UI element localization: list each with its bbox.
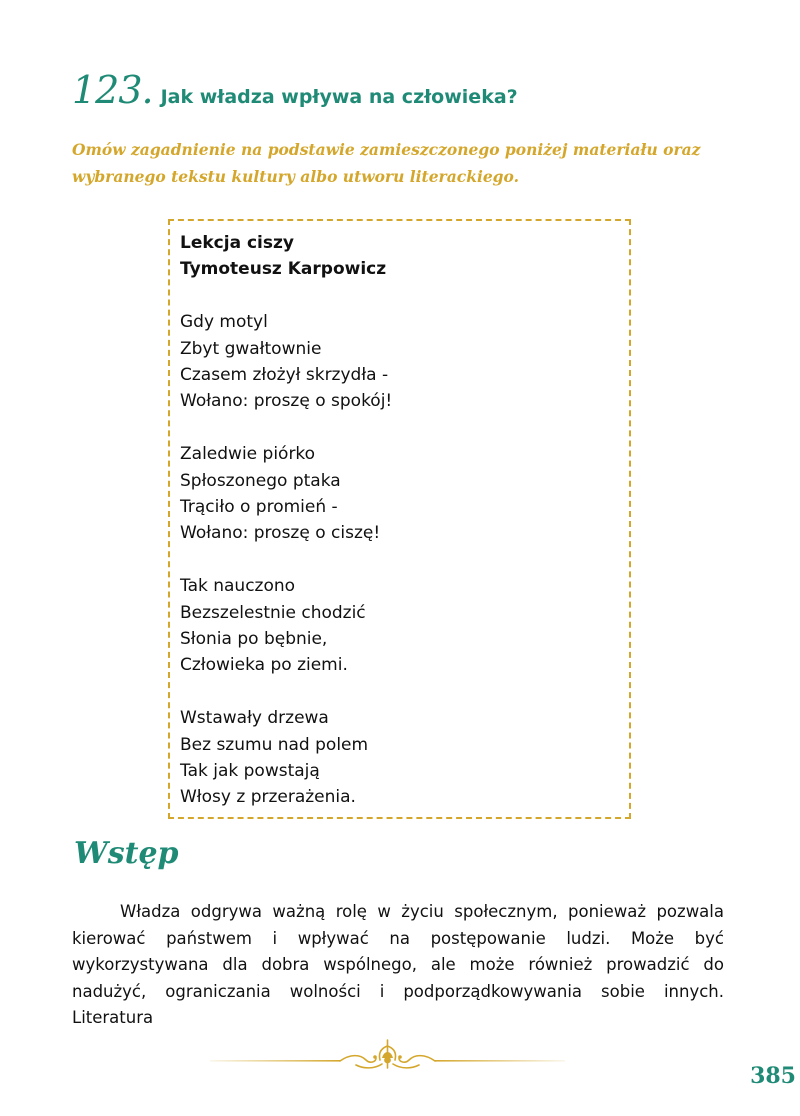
poem-line: Trąciło o promień - xyxy=(180,497,338,518)
poem-line: Gdy motyl xyxy=(180,312,268,333)
poem-title: Lekcja ciszy xyxy=(180,233,294,253)
poem-line: Czasem złożył skrzydła - xyxy=(180,365,389,386)
poem-line: Włosy z przerażenia. xyxy=(180,787,356,808)
poem-line: Bezszelestnie chodzić xyxy=(180,602,366,623)
exercise-heading xyxy=(72,68,518,112)
poem-line: Tak nauczono xyxy=(180,576,296,597)
exercise-title: Jak władza wpływa na człowieka? xyxy=(160,86,518,108)
decorative-divider-icon xyxy=(210,1036,565,1078)
poem-box xyxy=(168,219,631,819)
poem-line: Spłoszonego ptaka xyxy=(180,470,341,491)
poem-stanza-1 xyxy=(180,309,629,415)
poem-line: Zbyt gwałtownie xyxy=(180,338,322,359)
poem-stanza-4 xyxy=(180,705,629,811)
poem-stanza-3 xyxy=(180,573,629,679)
poem-author: Tymoteusz Karpowicz xyxy=(180,259,387,280)
poem-line: Człowieka po ziemi. xyxy=(180,655,348,676)
exercise-instruction: Omów zagadnienie na podstawie zamieszczonego poniżej materiału oraz wybranego tekstu kultury albo utworu literackiego. xyxy=(72,140,701,186)
poem-line: Zaledwie piórko xyxy=(180,444,316,465)
poem-line: Bez szumu nad polem xyxy=(180,734,369,755)
exercise-number: 123. xyxy=(72,68,153,112)
poem-line: Wstawały drzewa xyxy=(180,708,329,729)
poem-line: Słonia po bębnie, xyxy=(180,629,328,650)
intro-paragraph: Władza odgrywa ważną rolę w życiu społecznym, ponieważ pozwala kierować państwem i wpływać na postępowanie ludzi. Może być wykorzystywana dla dobra wspólnego, ale może również prowadzić do nadużyć, ograniczania wolności i podporządkowywania sobie innych. Literatura xyxy=(72,902,724,1027)
section-title: Wstęp xyxy=(74,836,179,871)
poem-line: Tak jak powstają xyxy=(180,761,320,782)
poem-stanza-2 xyxy=(180,441,629,547)
page-number: 385 xyxy=(750,1063,796,1089)
poem-line: Wołano: proszę o ciszę! xyxy=(180,523,381,544)
poem-line: Wołano: proszę o spokój! xyxy=(180,391,393,412)
